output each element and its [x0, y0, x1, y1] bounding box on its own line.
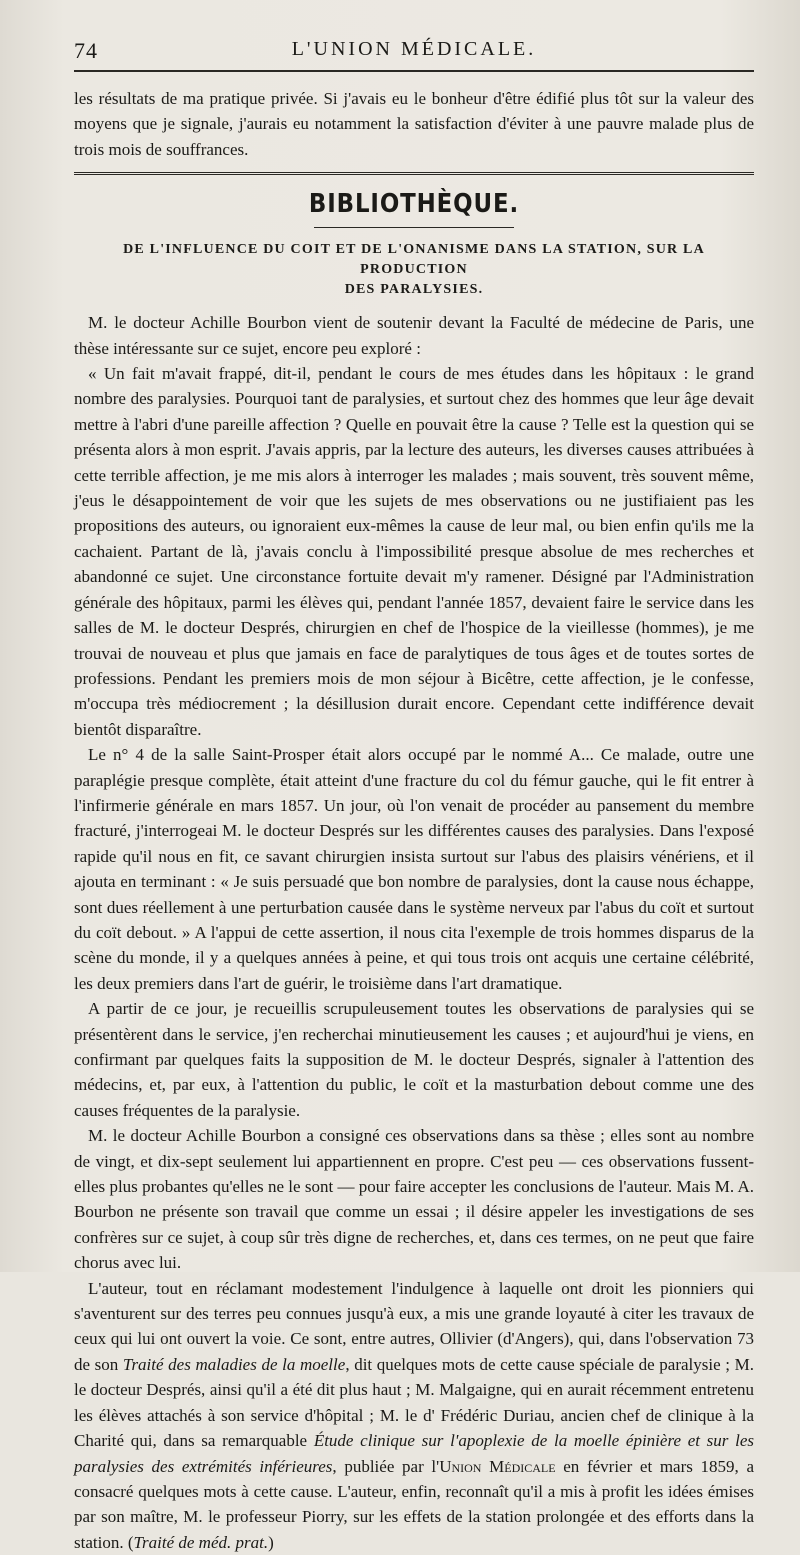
- paragraph-4: A partir de ce jour, je recueillis scrupuleusement toutes les observations de paralysies qui se présentèrent dans le service, j'en recherchai minutieusement les causes ; et aujourd'hui je viens, en confirmant par quelques faits la supposition de M. le docteur Després, signaler à l'attention des médecins, et, par eux, à l'attention du public, le coït et la masturbation debout comme une des causes fréquentes de la paralysie.: [74, 999, 754, 1120]
- section-title: BIBLIOTHÈQUE.: [308, 189, 520, 220]
- p6-text-4: en février et mars 1859, a consacré quelques mots à cette cause. L'auteur, enfin, reconnaît qu'il a mis à profit les idées émises par son maître, M. le professeur Piorry, sur les effets de la station prolongée et des efforts dans la station. (: [74, 1456, 755, 1552]
- running-head: [74, 28, 754, 64]
- paragraph-2: « Un fait m'avait frappé, dit-il, pendant le cours de mes études dans les hôpitaux : le grand nombre des paralysies. Pourquoi tant de paralysies, et surtout chez des hommes que leur âge devait mettre à l'abri d'une pareille affection ? Quelle en pouvait être la cause ? Telle est la question qui se présenta alors à mon esprit. J'avais appris, par la lecture des auteurs, les diverses causes attribuées à cette terrible affection, je me mis alors à interroger les malades ; mais souvent, très souvent même, j'eus le désappointement de voir que les sujets de mes observations ou ne justifiaient pas les propositions des auteurs, ou ignoraient eux-mêmes la cause de leur mal, ou bien enfin qu'ils me la cachaient. Partant de là, j'avais conclu à l'impossibilité presque absolue de mes recherches et abandonné ce sujet. Une circonstance fortuite devait m'y ramener. Désigné par l'Administration générale des hôpitaux, parmi les élèves qui, pendant l'année 1857, devaient faire le service dans les salles de M. le docteur Després, chirurgien en chef de l'hospice de la vieillesse (hommes), je me trouvai de nouveau et plus que jamais en face de paralytiques de tous âges et de toutes sortes de professions. Pendant les premiers mois de mon séjour à Bicêtre, cette affection, je le confesse, m'occupa très médiocrement ; la désillusion durait encore. Cependant cette indifférence devait bientôt disparaître.: [74, 364, 754, 739]
- header-rule: [74, 70, 754, 72]
- p6-text-3: , publiée par l': [332, 1456, 440, 1476]
- article-heading-line1: DE L'INFLUENCE DU COIT ET DE L'ONANISME DANS LA STATION, SUR LA PRODUCTION: [123, 242, 705, 278]
- section-rule: [74, 172, 754, 175]
- p6-book-title-1: Traité des maladies de la moelle: [122, 1354, 346, 1374]
- p6-text-2: , dit quelques mots de cette cause spéciale de paralysie ; M. le docteur Després, ainsi qu'il a été dit plus haut ; M. Malgaigne, qui en aurait récemment entretenu les élèves attachés à son service d'hôpital ; M. le d' Frédéric Duriau, ancien chef de clinique à la Charité qui, dans sa remarquable: [74, 1354, 754, 1451]
- p6-book-title-3: Traité de méd. prat.: [133, 1532, 269, 1552]
- page-number: 74: [74, 38, 98, 63]
- article-heading: [74, 240, 754, 300]
- paragraph-1: M. le docteur Achille Bourbon vient de soutenir devant la Faculté de médecine de Paris, une thèse intéressante sur ce sujet, encore peu exploré :: [74, 313, 754, 358]
- p6-text-1: L'auteur, tout en réclamant modestement l'indulgence à laquelle ont droit les pionniers qui s'aventurent sur des terres peu connues jusqu'à eux, a mis une grande loyauté à citer les travaux de ceux qui lui ont ouvert la voie. Ce sont, entre autres, Ollivier (d'Angers), qui, dans l'observation 73 de son: [74, 1278, 754, 1374]
- p6-book-title-2: Étude clinique sur l'apoplexie de la moelle épinière et sur les paralysies des extrémités inférieures: [74, 1431, 754, 1476]
- p6-text-5: ): [268, 1532, 274, 1552]
- journal-title: L'UNION MÉDICALE.: [291, 38, 537, 60]
- article-heading-line2: DES PARALYSIES.: [344, 282, 484, 298]
- intro-paragraph: les résultats de ma pratique privée. Si j'avais eu le bonheur d'être édifié plus tôt sur la valeur des moyens que je signale, j'aurais eu notamment la satisfaction d'éviter à une pauvre malade plus de trois mois de souffrances.: [74, 89, 754, 159]
- paragraph-6: [74, 1276, 754, 1555]
- paragraph-5: M. le docteur Achille Bourbon a consigné ces observations dans sa thèse ; elles sont au nombre de vingt, et dix-sept seulement lui appartiennent en propre. C'est peu — ces observations fussent-elles plus probantes qu'elles ne le sont — pour faire accepter les conclusions de l'auteur. Mais M. A. Bourbon ne présente son travail que comme un essai ; il désire appeler les investigations de ses confrères sur ce sujet, à coup sûr très digne de recherches, et, dans ces termes, on ne peut que faire chorus avec lui.: [74, 1126, 754, 1273]
- p6-journal-name: Union Médicale: [439, 1456, 556, 1476]
- paragraph-3: Le n° 4 de la salle Saint-Prosper était alors occupé par le nommé A... Ce malade, outre une paraplégie presque complète, était atteint d'une fracture du col du fémur gauche, qui le fit entrer à l'infirmerie générale en mars 1857. Un jour, où l'on venait de procéder au pansement du membre fracturé, j'interrogeai M. le docteur Després sur les différentes causes des paralysies. Dans l'exposé rapide qu'il nous en fit, ce savant chirurgien insista surtout sur l'abus des plaisirs vénériens, et il ajouta en terminant : « Je suis persuadé que bon nombre de paralysies, dont la cause nous échappe, sont dues réellement à une perturbation causée dans le système nerveux par l'abus du coït et surtout du coït debout. » A l'appui de cette assertion, il nous cita l'exemple de trois hommes disparus de la scène du monde, il y a quelques années à peine, et qui tous trois ont acquis une certaine célébrité, les deux premiers dans l'art de guérir, le troisième dans l'art dramatique.: [74, 745, 754, 993]
- title-underline: [314, 227, 514, 228]
